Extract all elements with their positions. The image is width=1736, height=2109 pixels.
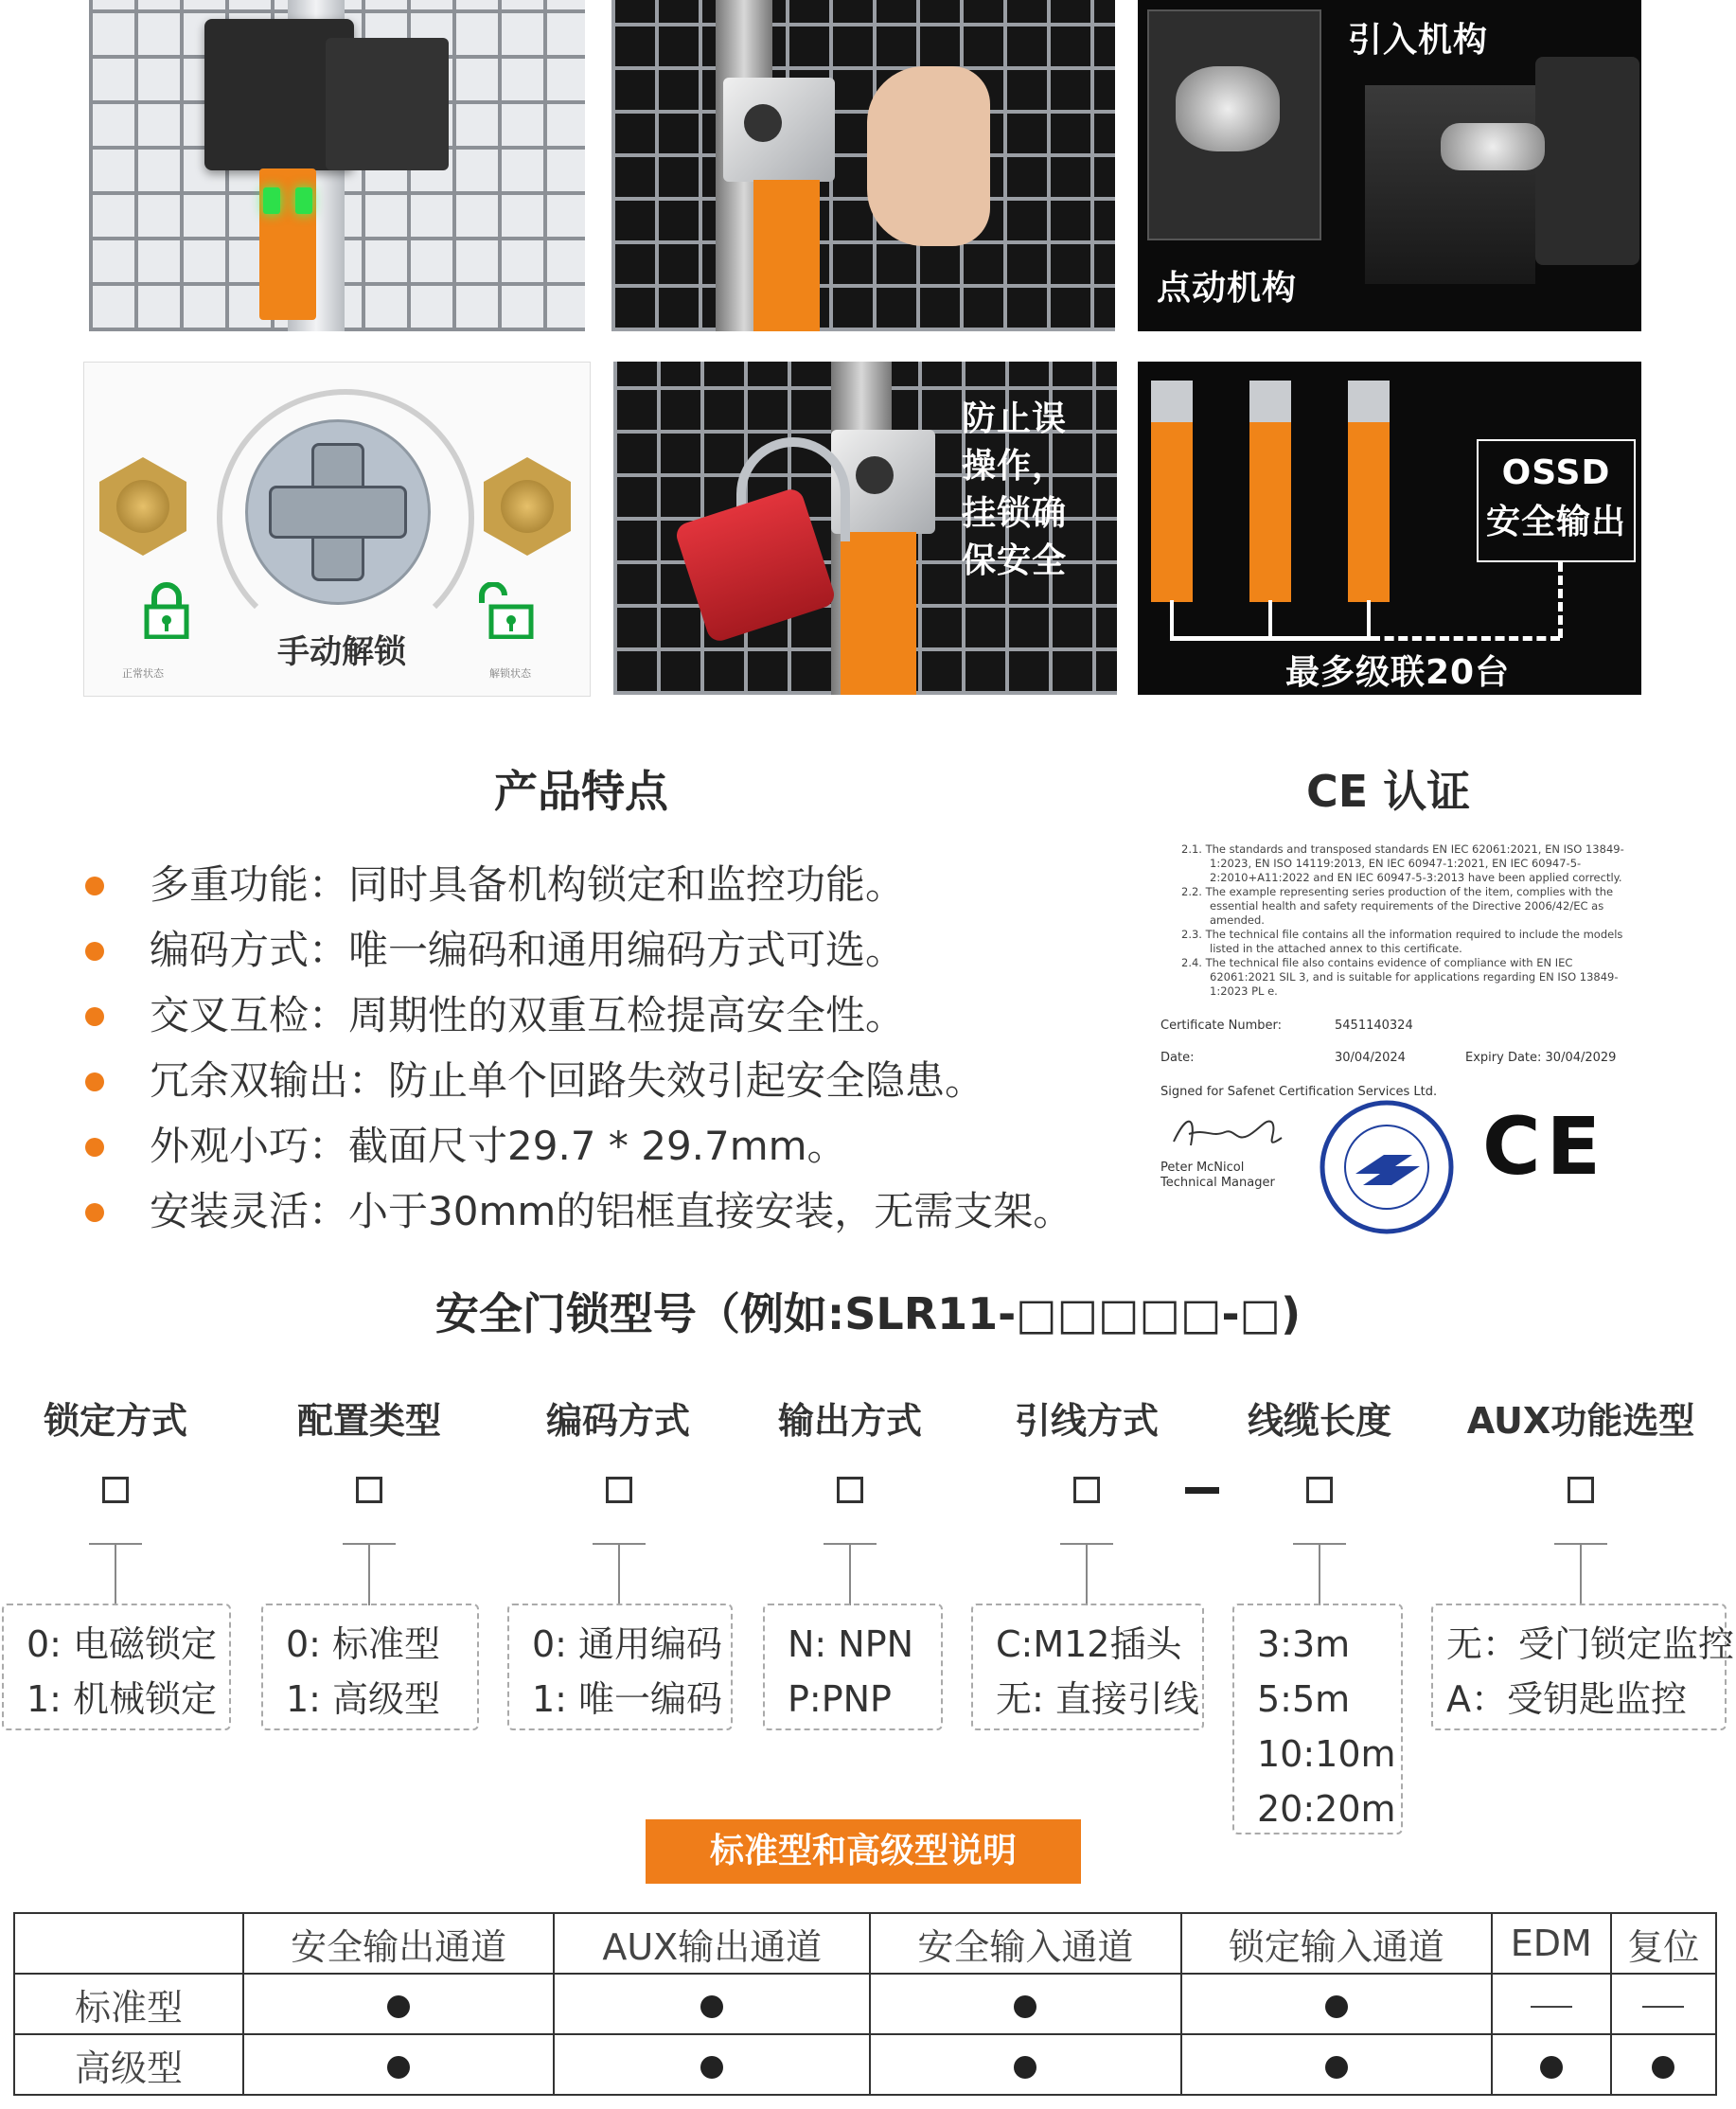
options-wiring: C:M12插头 无: 直接引线 bbox=[971, 1604, 1204, 1730]
dash-icon bbox=[1531, 2006, 1572, 2008]
bullet-icon bbox=[85, 877, 104, 895]
filled-dot-icon bbox=[387, 1995, 410, 2018]
dash-icon bbox=[1642, 2006, 1684, 2008]
device-1 bbox=[1151, 381, 1193, 602]
code-box-icon bbox=[1568, 1477, 1594, 1503]
bullet-icon bbox=[85, 1138, 104, 1157]
lock-open-icon bbox=[474, 582, 535, 639]
padlock-caption-line-3: 挂锁确 bbox=[962, 494, 1068, 533]
feature-item: 外观小巧：截面尺寸29.7 * 29.7mm。 bbox=[85, 1113, 1072, 1179]
ce-certificate bbox=[1155, 842, 1647, 1240]
feature-item: 安装灵活：小于30mm的铝框直接安装，无需支架。 bbox=[85, 1179, 1072, 1244]
row-label: 高级型 bbox=[14, 2034, 243, 2095]
options-cable-length: 3:3m 5:5m 10:10m 20:20m bbox=[1232, 1604, 1403, 1834]
filled-dot-icon bbox=[1540, 2056, 1563, 2079]
filled-dot-icon bbox=[1652, 2056, 1674, 2079]
col-head-coding: 编码方式 bbox=[545, 1400, 690, 1442]
col-head-lock-type: 锁定方式 bbox=[43, 1400, 187, 1442]
features-title: 产品特点 bbox=[494, 766, 668, 817]
feature-item: 交叉互检：周期性的双重互检提高安全性。 bbox=[85, 983, 1072, 1048]
padlock-caption-line-4: 保安全 bbox=[962, 541, 1068, 580]
label-unlock-state: 解锁状态 bbox=[489, 667, 531, 680]
options-aux: 无：受门锁定监控 A：受钥匙监控 bbox=[1431, 1604, 1727, 1730]
col-head-cable-length: 线缆长度 bbox=[1247, 1400, 1391, 1442]
padlock-caption-line-1: 防止误 bbox=[962, 399, 1068, 438]
table-cell bbox=[1611, 2034, 1716, 2095]
label-jog-mechanism: 点动机构 bbox=[1157, 269, 1298, 308]
table-header-cell: AUX输出通道 bbox=[554, 1913, 870, 1974]
feature-list bbox=[85, 852, 1072, 1244]
diagram-manual-unlock bbox=[83, 362, 591, 697]
table-header-cell: EDM bbox=[1492, 1913, 1611, 1974]
cert-expiry: Expiry Date: 30/04/2029 bbox=[1465, 1051, 1617, 1065]
photo-device-on-mesh bbox=[89, 0, 585, 331]
safety-output-label: 安全输出 bbox=[1485, 503, 1626, 541]
ossd-box bbox=[1477, 439, 1636, 562]
cert-date-label: Date: bbox=[1160, 1051, 1195, 1065]
ce-mark-icon: CE bbox=[1482, 1100, 1607, 1193]
table-cell bbox=[243, 2034, 554, 2095]
code-box-icon bbox=[102, 1477, 129, 1503]
spec-description-banner: 标准型和高级型说明 bbox=[646, 1819, 1081, 1884]
table-cell bbox=[1492, 2034, 1611, 2095]
options-coding: 0: 通用编码 1: 唯一编码 bbox=[507, 1604, 733, 1730]
filled-dot-icon bbox=[700, 2056, 723, 2079]
photo-key-insert bbox=[611, 0, 1115, 331]
bullet-icon bbox=[85, 942, 104, 961]
table-header-cell: 锁定输入通道 bbox=[1181, 1913, 1492, 1974]
filled-dot-icon bbox=[1014, 2056, 1036, 2079]
code-box-icon bbox=[1306, 1477, 1333, 1503]
photo-padlock bbox=[613, 362, 1117, 695]
padlock-caption-line-2: 操作， bbox=[962, 447, 1068, 486]
bullet-icon bbox=[85, 1007, 104, 1026]
certificate-clauses: 2.1. The standards and transposed standards EN IEC 62061:2021, EN ISO 13849-1:2023, EN ISO 14119:2013, EN IEC 60947-1:2021, EN IEC 60947-5-2:2010+A11:2022 and EN IEC 60947-5-3:2013 have been applied correctly. 2.2. The example representing series production of the item, complies with the essential health and safety requirements of the Directive 2006/42/EC as amended. 2.3. The technical file contains all the information required to include the models listed in the attached annex to this certificate. 2.4. The technical file also contains evidence of compliance with EN IEC 62061:2021 SIL 3, and is suitable for applications regarding EN ISO 13849-1:2023 PL e. bbox=[1181, 842, 1624, 998]
device-3 bbox=[1348, 381, 1390, 602]
cascade-label: 最多级联20台 bbox=[1285, 653, 1511, 692]
feature-item: 冗余双输出：防止单个回路失效引起安全隐患。 bbox=[85, 1048, 1072, 1113]
cert-date: 30/04/2024 bbox=[1335, 1051, 1406, 1065]
photo-mechanism bbox=[1138, 0, 1641, 331]
table-cell bbox=[870, 1974, 1180, 2034]
filled-dot-icon bbox=[1014, 1995, 1036, 2018]
table-header-cell: 安全输入通道 bbox=[870, 1913, 1180, 1974]
spec-table bbox=[13, 1912, 1717, 2096]
model-code-title: 安全门锁型号（例如:SLR11-□□□□□-□) bbox=[434, 1288, 1302, 1339]
options-output: N: NPN P:PNP bbox=[763, 1604, 943, 1730]
feature-item: 多重功能：同时具备机构锁定和监控功能。 bbox=[85, 852, 1072, 917]
table-cell bbox=[1492, 1974, 1611, 2034]
col-head-output: 输出方式 bbox=[777, 1400, 922, 1442]
cert-number-label: Certificate Number: bbox=[1160, 1019, 1283, 1033]
table-row bbox=[14, 2034, 1716, 2095]
bullet-icon bbox=[85, 1072, 104, 1091]
code-box-icon bbox=[606, 1477, 632, 1503]
label-normal-state: 正常状态 bbox=[122, 667, 164, 680]
device-2 bbox=[1249, 381, 1291, 602]
photo-cascade bbox=[1138, 362, 1641, 695]
table-cell bbox=[554, 2034, 870, 2095]
options-config-type: 0: 标准型 1: 高级型 bbox=[261, 1604, 479, 1730]
code-separator bbox=[1185, 1487, 1219, 1494]
filled-dot-icon bbox=[1325, 2056, 1348, 2079]
table-header-row bbox=[14, 1913, 1716, 1974]
code-box-icon bbox=[1073, 1477, 1100, 1503]
col-head-aux: AUX功能选型 bbox=[1466, 1400, 1695, 1442]
table-header-cell: 安全输出通道 bbox=[243, 1913, 554, 1974]
table-cell bbox=[1611, 1974, 1716, 2034]
table-cell bbox=[554, 1974, 870, 2034]
filled-dot-icon bbox=[387, 2056, 410, 2079]
label-manual-unlock: 手动解锁 bbox=[277, 633, 406, 671]
table-cell bbox=[870, 2034, 1180, 2095]
table-cell bbox=[1181, 2034, 1492, 2095]
filled-dot-icon bbox=[1325, 1995, 1348, 2018]
label-introduce-mechanism: 引入机构 bbox=[1348, 21, 1489, 60]
cert-number: 5451140324 bbox=[1335, 1019, 1413, 1033]
lock-closed-icon bbox=[143, 582, 190, 639]
code-box-icon bbox=[837, 1477, 863, 1503]
table-header-cell: 复位 bbox=[1611, 1913, 1716, 1974]
ce-title: CE 认证 bbox=[1306, 766, 1471, 817]
filled-dot-icon bbox=[700, 1995, 723, 2018]
feature-item: 编码方式：唯一编码和通用编码方式可选。 bbox=[85, 917, 1072, 983]
signer-name: Peter McNicol bbox=[1160, 1161, 1245, 1175]
cert-signed-for: Signed for Safenet Certification Services Ltd. bbox=[1160, 1085, 1438, 1099]
safenet-seal-icon bbox=[1318, 1098, 1456, 1236]
table-cell bbox=[1181, 1974, 1492, 2034]
signer-title: Technical Manager bbox=[1160, 1176, 1275, 1190]
signature bbox=[1168, 1104, 1310, 1161]
code-box-icon bbox=[356, 1477, 382, 1503]
bullet-icon bbox=[85, 1203, 104, 1222]
row-label: 标准型 bbox=[14, 1974, 243, 2034]
table-header-cell bbox=[14, 1913, 243, 1974]
options-lock-type: 0: 电磁锁定 1: 机械锁定 bbox=[2, 1604, 231, 1730]
table-cell bbox=[243, 1974, 554, 2034]
table-row bbox=[14, 1974, 1716, 2034]
col-head-config-type: 配置类型 bbox=[296, 1400, 441, 1442]
ossd-label: OSSD bbox=[1501, 453, 1611, 492]
col-head-wiring: 引线方式 bbox=[1014, 1400, 1159, 1442]
